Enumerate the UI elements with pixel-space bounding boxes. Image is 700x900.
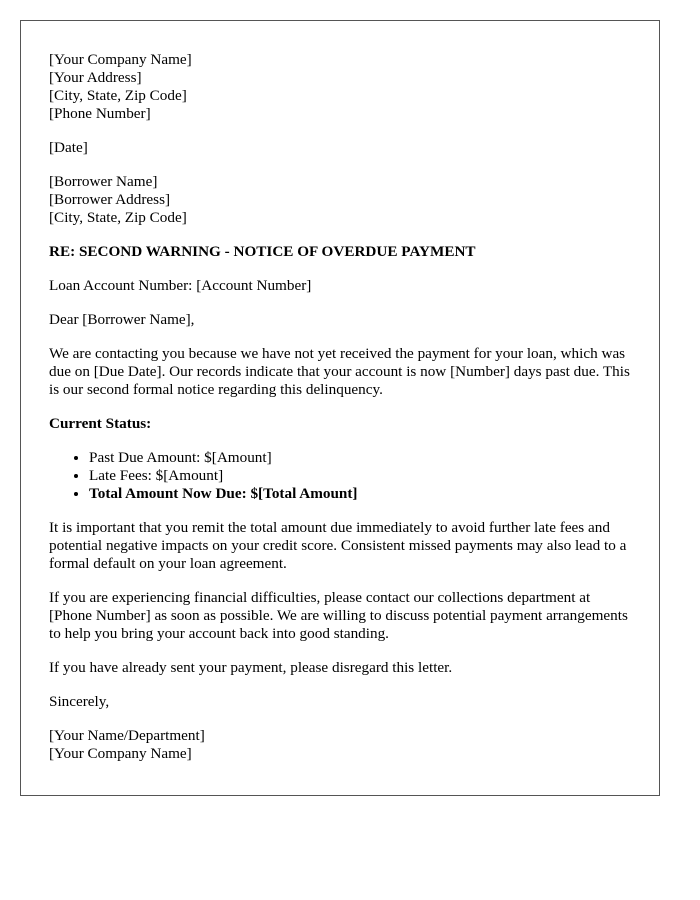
sender-address: [Your Address] (49, 69, 142, 86)
status-item-total-due: • Total Amount Now Due: $[Total Amount] (89, 485, 631, 503)
sender-phone: [Phone Number] (49, 105, 151, 122)
paragraph-overdue-notice: We are contacting you because we have not yet received the payment for your loan, which was due on [Due Date]. Our records indicate that your account is now [Number] days past due. This is our second formal notice regarding this delinquency. (49, 345, 630, 398)
recipient-block (49, 173, 631, 227)
sender-block (49, 51, 631, 123)
salutation: Dear [Borrower Name], (49, 311, 195, 328)
recipient-city: [City, State, Zip Code] (49, 209, 187, 226)
status-heading: Current Status: (49, 415, 152, 432)
signature-company: [Your Company Name] (49, 745, 192, 762)
paragraph-disregard: If you have already sent your payment, please disregard this letter. (49, 659, 453, 676)
letter-date: [Date] (49, 139, 88, 156)
sender-company: [Your Company Name] (49, 51, 192, 68)
closing: Sincerely, (49, 693, 110, 710)
account-number-line: Loan Account Number: [Account Number] (49, 277, 312, 294)
paragraph-financial-difficulty: If you are experiencing financial difficulties, please contact our collections department at [Phone Number] as soon as possible. We are willing to discuss potential payment arrangements to help you bring your account back into good standing. (49, 589, 628, 642)
status-item-past-due: • Past Due Amount: $[Amount] (89, 449, 631, 467)
signature-name: [Your Name/Department] (49, 727, 205, 744)
letter-page (20, 20, 660, 796)
subject-line: RE: SECOND WARNING - NOTICE OF OVERDUE PAYMENT (49, 243, 476, 260)
recipient-name: [Borrower Name] (49, 173, 158, 190)
status-item-late-fees: • Late Fees: $[Amount] (89, 467, 631, 485)
status-list (49, 449, 631, 503)
recipient-address: [Borrower Address] (49, 191, 171, 208)
signature-block (49, 727, 631, 763)
date-block (49, 139, 631, 157)
paragraph-remit-warning: It is important that you remit the total amount due immediately to avoid further late fees and potential negative impacts on your credit score. Consistent missed payments may also lead to a formal default on your loan agreement. (49, 519, 627, 572)
sender-city: [City, State, Zip Code] (49, 87, 187, 104)
